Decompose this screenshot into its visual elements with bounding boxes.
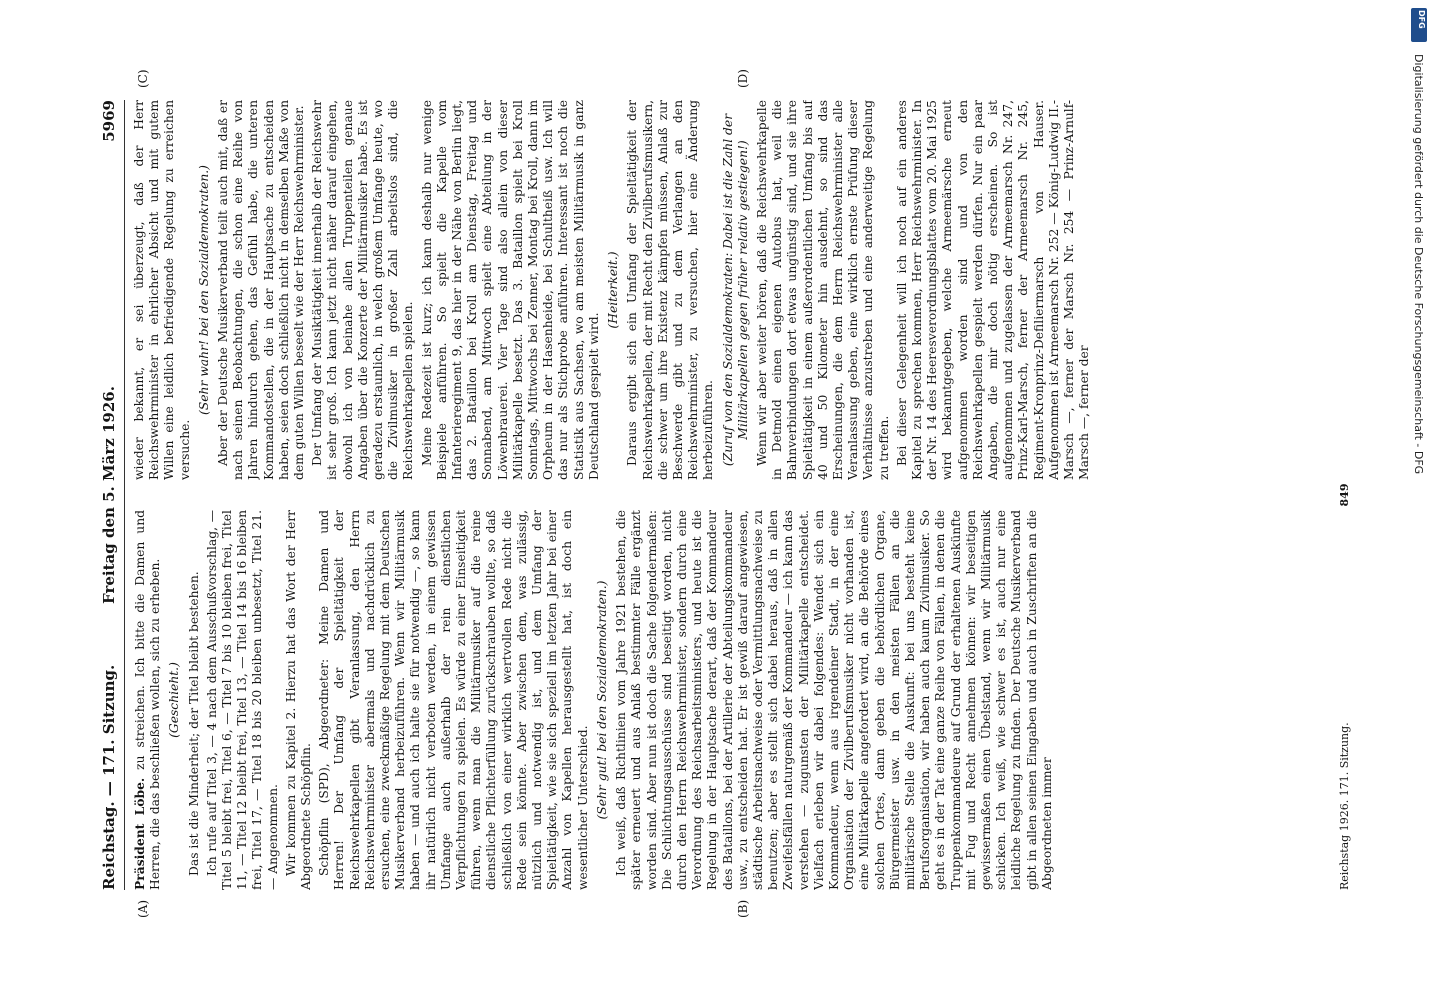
margin-marker-b: (B) xyxy=(736,899,750,918)
body-paragraph: Daraus ergibt sich ein Umfang der Spieltätigkeit der Reichswehrkapellen, der mit Recht den Zivilberufsmusikern, die schwer um ihre Existenz kämpfen müssen, Anlaß zur Beschwerde gibt und zu dem Verlangen an den Reichswehrminister, zu versuchen, hier eine Änderung herbeizuführen. xyxy=(625,100,716,480)
dfg-credit-text xyxy=(1408,0,1430,1000)
body-paragraph: Meine Redezeit ist kurz; ich kann deshalb nur wenige Beispiele anführen. So spielt die Kapelle vom Infanterieregiment 9, das hier in der Nähe von Berlin liegt, das 2. Bataillon bei Kroll am Dienstag, Freitag und Sonnabend, am Mittwoch spielt eine Abteilung in der Löwenbrauerei. Vier Tage sind also allein von dieser Militärkapelle besetzt. Das 3. Bataillon spielt bei Kroll Sonntags, Mittwochs bei Zenner, Montag bei Kroll, dann im Orpheum in der Hasenheide, bei Schultheiß usw. Ich will das nur als Stichprobe anführen. Interessant ist noch die Statistik aus Sachsen, wo am meisten Militärmusik in ganz Deutschland gespielt wird. xyxy=(419,100,601,480)
page-footer xyxy=(1336,100,1356,890)
digitization-credit-sidebar xyxy=(1408,0,1434,1000)
body-paragraph: wieder bekannt, er sei überzeugt, daß der Herr Reichswehrminister in ehrlicher Absicht und mit gutem Willen eine leidlich befriedigende Regelung zu erreichen versuche. xyxy=(132,100,192,480)
margin-marker-c: (C) xyxy=(136,69,150,88)
body-paragraph: Wenn wir aber weiter hören, daß die Reichswehrkapelle in Detmold einen eigenen Autobus hat, weil die Bahnverbindungen dort etwas ungünstig sind, und sie ihre Spieltätigkeit in einem außerordentlichen Umfang bis auf 40 und 50 Kilometer hin ausdehnt, so sind das Erscheinungen, die dem Herrn Reichswehrminister alle Veranlassung geben, eine wirklich ernste Prüfung dieser Verhältnisse anzustreben und eine anderweitige Regelung zu treffen. xyxy=(754,100,891,480)
dfg-credit-label: Digitalisierung gefördert durch die Deutsche Forschungsgemeinschaft - DFG xyxy=(1412,54,1425,475)
margin-marker-d: (D) xyxy=(736,69,750,88)
body-paragraph: Aber der Deutsche Musikerverband teilt auch mit, daß er nach seinen Beobachtungen, die schon eine Reihe von Jahren hindurch gehen, das Gefühl habe, die unteren Kommandostellen, die in der Hauptsache zu entscheiden haben, seien doch schließlich nicht in demselben Maße von dem guten Willen beseelt wie der Herr Reichswehrminister. xyxy=(216,100,307,480)
header-session: Reichstag. — 171. Sitzung. xyxy=(100,664,118,890)
header-page-number: 5969 xyxy=(100,100,118,142)
interjection: (Zuruf von den Sozialdemokraten: Dabei ist die Zahl der Militärkapellen gegen früher relativ gestiegen!) xyxy=(720,113,750,467)
speaker-name: Präsident Löbe. xyxy=(132,777,147,890)
body-paragraph: Der Umfang der Musiktätigkeit innerhalb der Reichswehr ist sehr groß. Ich kann jetzt nicht näher darauf eingehen, obwohl ich von beinahe allen Truppenteilen genaue Angaben über die Konzerte der Militärmusiker habe. Es ist geradezu erstaunlich, in welch großem Umfange heute, wo die Zivilmusiker in großer Zahl arbeitslos sind, die Reichswehrkapellen spielen. xyxy=(310,100,416,480)
page-header xyxy=(96,100,125,890)
body-paragraph: Wir kommen zu Kapitel 2. Hierzu hat das Wort der Herr Abgeordnete Schöpflin. xyxy=(283,510,314,890)
body-paragraph: Das ist die Minderheit; der Titel bleibt bestehen. xyxy=(186,571,201,876)
footer-session: Reichstag 1926. 171. Sitzung. xyxy=(1338,722,1351,890)
body-paragraph: Bei dieser Gelegenheit will ich noch auf ein anderes Kapitel zu sprechen kommen, Herr Reichswehrminister. In der Nr. 14 des Heeresverordnungsblattes vom 20. Mai 1925 wird bekanntgegeben, welche Armeemärsche erneut aufgenommen worden sind und von den Reichswehrkapellen gespielt werden dürfen. Nur ein paar Angaben, die mir doch nötig erscheinen. So ist aufgenommen und zugelassen der Armeemarsch Nr. 247, Prinz-Karl-Marsch, ferner der Armeemarsch Nr. 245, Regiment-Kronprinz-Defiliermarsch von Hauser. Aufgenommen ist Armeemarsch Nr. 252 — König-Ludwig II.-Marsch —, ferner der Marsch Nr. 254 — Prinz-Arnulf-Marsch —, ferner der xyxy=(894,100,1092,480)
body-paragraph: Schöpflin (SPD), Abgeordneter: Meine Damen und Herren! Der Umfang der Spieltätigkeit der Reichswehrkapellen gibt Veranlassung, den Herrn Reichswehrminister abermals und nachdrücklich zu ersuchen, eine zweckmäßige Regelung mit dem Deutschen Musikerverband herbeizuführen. Wenn wir Militärmusik haben — und auch ich halte sie für notwendig —, so kann ihr natürlich nicht verboten werden, in einem gewissen Umfange auch außerhalb der rein dienstlichen Verpflichtungen zu spielen. Es würde zu einer Einseitigkeit führen, wenn man die Militärmusiker auf die reine dienstliche Pflichterfüllung zurückschrauben wollte, so daß schließlich von einer wirklich wertvollen Rede nicht die Rede sein könnte. Aber zwischen dem, was zulässig, nützlich und notwendig ist, und dem Umfang der Spieltätigkeit, wie sie sich speziell im letzten Jahr bei einer Anzahl von Kapellen herausgestellt hat, ist doch ein wesentlicher Unterschied. xyxy=(317,510,590,890)
dfg-logo-icon: DFG xyxy=(1411,8,1427,42)
document-page xyxy=(96,69,1366,918)
body-paragraph: Ich rufe auf Titel 3, — 4 nach dem Ausschußvorschlag, — Titel 5 bleibt frei, Titel 6, — Titel 7 bis 10 bleiben frei, Titel 11, — Titel 12 bleibt frei, Titel 13, — Titel 14 bis 16 bleiben frei, Titel 17, — Titel 18 bis 20 bleiben unbesetzt, Titel 21. — Angenommen. xyxy=(204,510,280,890)
interjection: (Geschieht.) xyxy=(167,662,182,738)
text-column-right xyxy=(132,100,1327,480)
body-paragraph: Ich weiß, daß Richtlinien vom Jahre 1921 bestehen, die später erneuert und aus Anlaß bestimmter Fälle ergänzt worden sind. Aber nun ist doch die Sache folgendermaßen: Die Schlichtungsausschüsse sind beseitigt worden, nicht durch den Herrn Reichswehrminister, sondern durch eine Verordnung des Reichsarbeitsministers, und heute ist die Regelung in der Hauptsache derart, daß der Kommandeur des Bataillons, bei der Artillerie der Abteilungskommandeur usw., zu entscheiden hat. Er ist gewiß darauf angewiesen, städtische Arbeitsnachweise oder Vermittlungsnachweise zu benutzen; aber es stellt sich dabei heraus, daß in allen Zweifelsfällen naturgemäß der Kommandeur — ich kann das verstehen — zugunsten der Militärkapelle entscheidet. Vielfach erleben wir dabei folgendes: Wendet sich ein Kommandeur, wenn aus irgendeiner Stadt, in der eine Organisation der Zivilberufsmusiker nicht vorhanden ist, eine Militärkapelle angefordert wird, an die Behörde eines solchen Ortes, dann geben die behördlichen Organe, Bürgermeister usw. in den meisten Fällen an die militärische Stelle die Auskunft: bei uns besteht keine Berufsorganisation, wir haben auch kaum Zivilmusiker. So geht es in der Tat eine ganze Reihe von Fällen, in denen die Truppenkommandeure auf Grund der erhaltenen Auskünfte mit Fug und Recht annehmen können: wir beseitigen gewissermaßen einen Übelstand, wenn wir Militärmusik schicken. Ich weiß, wie schwer es ist, auch nur eine leidliche Regelung zu finden. Der Deutsche Musikerverband gibt in allen seinen Eingaben und auch in Zuschriften an die Abgeordneten immer xyxy=(614,510,1054,890)
header-date: Freitag den 5. März 1926. xyxy=(100,386,118,604)
interjection: (Heiterkeit.) xyxy=(606,251,621,329)
speaker-paragraph xyxy=(132,510,163,890)
footer-sheet-number: 849 xyxy=(1338,483,1351,507)
interjection: (Sehr wahr! bei den Sozialdemokraten.) xyxy=(196,165,211,415)
text-column-left xyxy=(132,510,1327,890)
interjection: (Sehr gut! bei den Sozialdemokraten.) xyxy=(594,580,609,820)
margin-marker-a: (A) xyxy=(136,899,150,918)
paragraph-text: zu streichen. Ich bitte die Damen und Herren, die das beschließen wollen, sich zu erheben. xyxy=(133,510,163,890)
